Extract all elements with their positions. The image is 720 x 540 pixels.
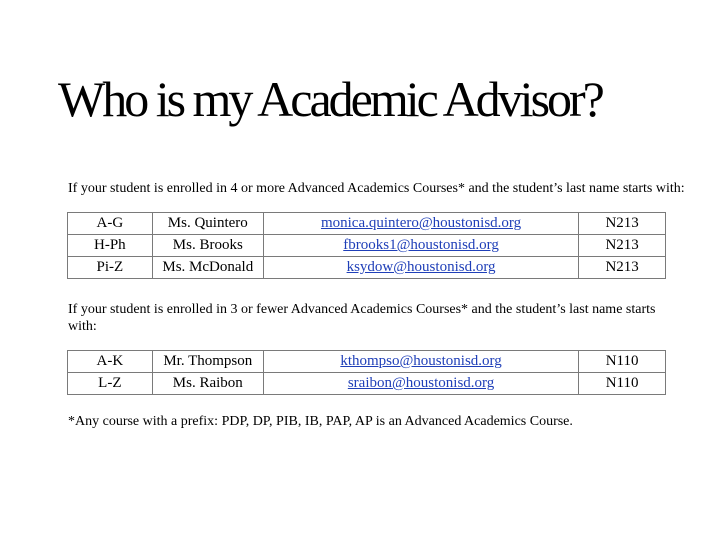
advisor-email-link[interactable]: fbrooks1@houstonisd.org <box>343 237 499 253</box>
advisor-email-link[interactable]: ksydow@houstonisd.org <box>346 259 496 275</box>
advisor-email-link[interactable]: sraibon@houstonisd.org <box>347 375 495 391</box>
advisor-name: Mr. Thompson <box>152 351 263 373</box>
room-number: N110 <box>579 351 666 373</box>
advisor-email-cell <box>263 257 578 279</box>
advisor-name: Ms. Raibon <box>152 373 263 395</box>
intro-three-or-fewer: If your student is enrolled in 3 or fewer Advanced Academics Courses* and the student’s last name starts with: <box>68 302 656 334</box>
table-row <box>68 373 666 395</box>
advisor-email-cell <box>263 351 578 373</box>
last-name-range: H-Ph <box>68 235 153 257</box>
last-name-range: A-G <box>68 213 153 235</box>
advisor-email-link[interactable]: kthompso@houstonisd.org <box>340 353 502 369</box>
advisor-name: Ms. Quintero <box>152 213 263 235</box>
advisor-email-cell <box>263 213 578 235</box>
room-number: N213 <box>579 213 666 235</box>
last-name-range: L-Z <box>68 373 153 395</box>
advisor-email-cell <box>263 235 578 257</box>
advisor-name: Ms. McDonald <box>152 257 263 279</box>
table-row <box>68 351 666 373</box>
advisor-table-four-or-more <box>67 212 666 279</box>
footnote: *Any course with a prefix: PDP, DP, PIB, IB, PAP, AP is an Advanced Academics Course. <box>68 414 573 429</box>
last-name-range: Pi-Z <box>68 257 153 279</box>
table-row <box>68 257 666 279</box>
advisor-email-link[interactable]: monica.quintero@houstonisd.org <box>320 215 522 231</box>
last-name-range: A-K <box>68 351 153 373</box>
page-title: Who is my Academic Advisor? <box>58 71 602 127</box>
table-row <box>68 213 666 235</box>
advisor-email-cell <box>263 373 578 395</box>
intro-four-or-more: If your student is enrolled in 4 or more Advanced Academics Courses* and the student’s last name starts with: <box>68 181 685 196</box>
room-number: N110 <box>579 373 666 395</box>
room-number: N213 <box>579 235 666 257</box>
advisor-name: Ms. Brooks <box>152 235 263 257</box>
room-number: N213 <box>579 257 666 279</box>
table-row <box>68 235 666 257</box>
advisor-table-three-or-fewer <box>67 350 666 395</box>
